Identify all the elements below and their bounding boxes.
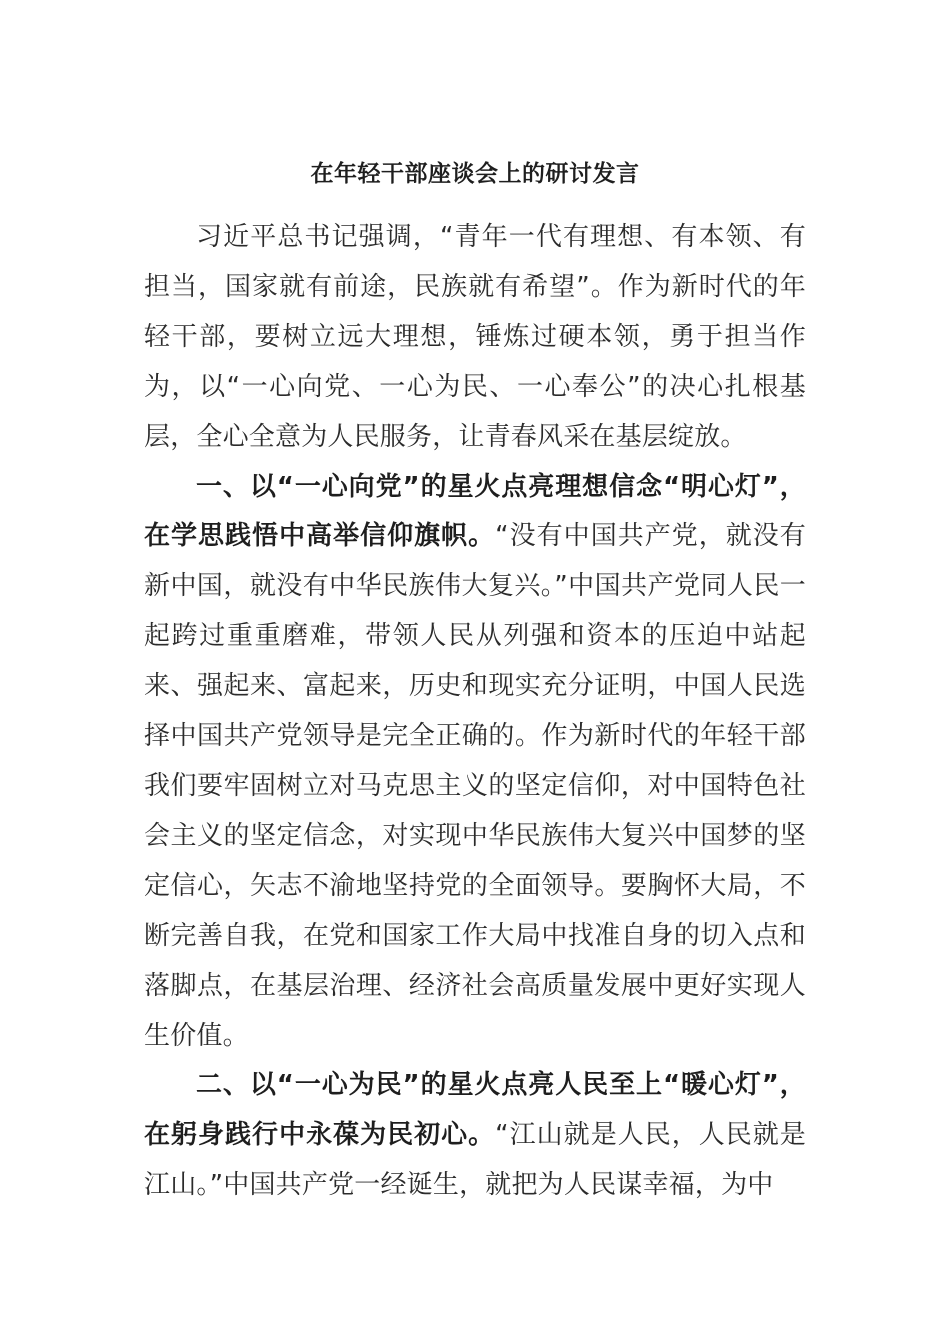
section-heading-2: 二、以“一心为民”的星火点亮人民至上“暖心灯”，在躬身践行中永葆为民初心。 — [144, 1070, 806, 1151]
document-body — [144, 213, 806, 1211]
section-body-2: “江山就是人民，人民就是江山。”中国共产党一经诞生，就把为人民谋幸福，为中 — [144, 1120, 806, 1201]
section-paragraph-1 — [144, 463, 806, 1062]
section-heading-1: 一、以“一心向党”的星火点亮理想信念“明心灯”，在学思践悟中高举信仰旗帜。 — [144, 471, 806, 552]
intro-paragraph: 习近平总书记强调，“青年一代有理想、有本领、有担当，国家就有前途，民族就有希望”。作为新时代的年轻干部，要树立远大理想，锤炼过硬本领，勇于担当作为，以“一心向党、一心为民、一心奉公”的决心扎根基层，全心全意为人民服务，让青春风采在基层绽放。 — [144, 222, 806, 452]
document-title: 在年轻干部座谈会上的研讨发言 — [310, 161, 640, 187]
section-paragraph-2 — [144, 1061, 806, 1211]
section-body-1: “没有中国共产党，就没有新中国，就没有中华民族伟大复兴。”中国共产党同人民一起跨过重重磨难，带领人民从列强和资本的压迫中站起来、强起来、富起来，历史和现实充分证明，中国人民选择中国共产党领导是完全正确的。作为新时代的年轻干部我们要牢固树立对马克思主义的坚定信仰，对中国特色社会主义的坚定信念，对实现中华民族伟大复兴中国梦的坚定信心，矢志不渝地坚持党的全面领导。要胸怀大局，不断完善自我，在党和国家工作大局中找准自身的切入点和落脚点，在基层治理、经济社会高质量发展中更好实现人生价值。 — [144, 521, 806, 1051]
